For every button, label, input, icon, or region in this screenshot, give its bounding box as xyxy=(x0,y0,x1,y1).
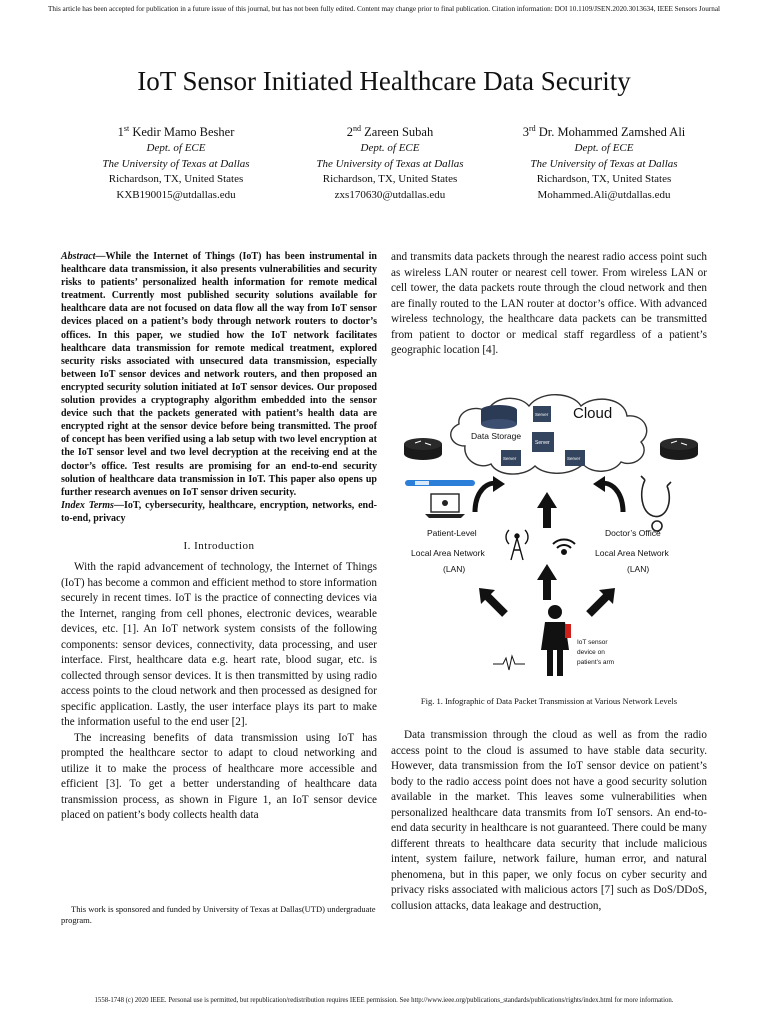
figure-caption: Fig. 1. Infographic of Data Packet Transmission at Various Network Levels xyxy=(420,696,678,706)
author-email: KXB190015@utdallas.edu xyxy=(116,188,236,201)
author-name: 1st Kedir Mamo Besher xyxy=(117,124,235,140)
author-3 xyxy=(498,120,710,203)
diagonal-arrow-left xyxy=(479,588,505,614)
sensor-label: IoT sensor xyxy=(577,639,608,646)
section-heading: I. Introduction xyxy=(183,539,255,552)
svg-text:Server: Server xyxy=(535,412,549,417)
thermometer-icon xyxy=(405,480,475,486)
router-icon-right xyxy=(660,438,698,460)
author-2 xyxy=(284,120,496,203)
patient-level-label: Patient-Level xyxy=(427,528,477,538)
author-location: Richardson, TX, United States xyxy=(108,173,244,186)
left-column xyxy=(61,250,377,824)
ecg-line-icon xyxy=(493,656,525,670)
author-university: The University of Texas at Dallas xyxy=(102,157,250,170)
lan-left-label: Local Area Network xyxy=(411,548,485,558)
author-block xyxy=(70,120,710,203)
paper-title: IoT Sensor Initiated Healthcare Data Security xyxy=(137,66,631,96)
right-paragraph-continued: and transmits data packets through the nearest radio access point such as wireless LAN router or nearest cell tower. From wireless LAN or cell tower, the data packets route through the cloud network and then are finally routed to the LAN router at doctor’s office. With advanced wireless technology, the healthcare data packets can be transmitted from patient to doctor or medical staff regardless of a patient’s geographic location [4]. xyxy=(391,251,707,356)
svg-text:Server: Server xyxy=(567,456,581,461)
abstract-lead: Abstract xyxy=(61,251,96,262)
footnote: This work is sponsored and funded by University of Texas at Dallas(UTD) undergraduate program. xyxy=(61,904,376,925)
right-paragraph-2: Data transmission through the cloud as well as from the radio access point to the cloud is assumed to have stable data security. However, data transmission from the IoT sensor device on patient’s body to the radio access point does not have a good security solution available in the market. This leaves some vulnerabilities when personalized healthcare data transmits from IoT sensors. An end-to-end data security in healthcare is not guaranteed. There could be many different threats to healthcare data security that include malicious intent, system failure, network failure, human error, and natural phenomena, but in this paper, we only focus on cyber security and privacy risks associated with malicious actors [7] such as DoS/DDoS, collusion attacks, data leakage and destruction, xyxy=(391,729,707,912)
server-icon xyxy=(501,450,521,466)
index-terms xyxy=(61,499,377,525)
index-terms-lead: Index Terms xyxy=(61,499,114,511)
wifi-icon xyxy=(553,540,575,555)
up-arrow xyxy=(537,564,557,600)
data-storage-label: Data Storage xyxy=(471,431,522,441)
index-terms-text: —IoT, cybersecurity, healthcare, encryption, networks, end-to-end, privacy xyxy=(61,499,377,524)
abstract-text: —While the Internet of Things (IoT) has been instrumental in healthcare data transmission, it also presents vulnerabilities and security risks to patients’ personalized health information for remote medical treatment. Currently most published security solutions available for healthcare data are not focused on data flow all the way from IoT sensor devices placed on a patient’s body through network routers to doctor’s offices. In this paper, we studied how the IoT network facilitates healthcare data transmission for remote medical treatment, explored security risks associated with unsecured data transmission, especially between IoT sensor devices and network routers, and then proposed an encrypted security solution initiated at IoT sensor devices. Our proposed solution provides a cryptography algorithm embedded into the sensor device such that the packets generated with patient’s health data are encrypted right at the sensor device before being transmitted. The proof of concept has been verified using a lab setup with two level encryption at the IoT sensor level and two level decryption at the receiving end at the doctor’s office. Test results are promising for an end-to-end security solution of healthcare data transmission in IoT. This paper also opens up further research avenues on IoT sensor driven security. xyxy=(61,251,377,498)
author-dept: Dept. of ECE xyxy=(146,142,206,155)
figure-1 xyxy=(395,388,707,686)
author-location: Richardson, TX, United States xyxy=(536,173,672,186)
abstract xyxy=(61,250,377,499)
doctors-office-label: Doctor’s Office xyxy=(605,528,661,538)
server-icon xyxy=(533,406,551,422)
intro-paragraph-2: The increasing benefits of data transmission using IoT has prompted the healthcare sector to adapt to cloud networking and utilize it to make the process of healthcare more accessible and efficient [3]. To get a better understanding of healthcare data transmission process, as shown in Figure 1, an IoT sensor device placed on patient’s body collects health data xyxy=(61,731,377,822)
author-name: 3rd Dr. Mohammed Zamshed Ali xyxy=(522,124,686,140)
author-1 xyxy=(70,120,282,203)
author-email: Mohammed.Ali@utdallas.edu xyxy=(537,188,671,201)
server-icon xyxy=(565,450,585,466)
journal-header-note: This article has been accepted for publication in a future issue of this journal, but has not been fully edited. Content may change prior to final publication. Citation information: DOI 10.1109/JSEN.2020.3013634, IEEE Sensors Journal xyxy=(47,5,721,13)
author-dept: Dept. of ECE xyxy=(360,142,420,155)
router-icon-left xyxy=(404,438,442,460)
author-university: The University of Texas at Dallas xyxy=(316,157,464,170)
svg-text:Server: Server xyxy=(535,440,550,446)
lan-right-label: Local Area Network xyxy=(595,548,669,558)
sensor-label: patient’s arm xyxy=(577,659,615,666)
data-storage-icon xyxy=(481,405,517,429)
up-arrow xyxy=(537,492,557,528)
intro-paragraph-1: With the rapid advancement of technology, the Internet of Things (IoT) has become a common and efficient method to store information securely in recent times. IoT is the practice of connecting devices via the Internet, ranging from cell phones, electronic devices, wearable devices, etc. [1]. An IoT network system consists of the following components: sensor devices, connectivity, data processing, and user interface. First, healthcare data e.g. heart rate, blood sugar, etc. is collected through sensor devices. It is then transmitted by using radio access points to the cloud network and then processed as designed for specific application. Lastly, the user interface plays its part to make the information useful to the end user [2]. xyxy=(61,561,377,729)
cloud-label: Cloud xyxy=(573,405,613,422)
arrowhead xyxy=(493,476,505,492)
author-dept: Dept. of ECE xyxy=(574,142,634,155)
diagonal-arrow-right xyxy=(589,588,615,614)
copyright-note: 1558-1748 (c) 2020 IEEE. Personal use is permitted, but republication/redistribution requires IEEE permission. See http://www.ieee.org/publications_standards/publications/rights/index.html for more information. xyxy=(94,997,674,1004)
cell-tower-icon xyxy=(506,530,528,560)
lan-left-label: (LAN) xyxy=(443,564,466,574)
svg-text:Server: Server xyxy=(503,456,517,461)
server-icon xyxy=(532,432,554,452)
author-name: 2nd Zareen Subah xyxy=(346,124,434,140)
laptop-icon xyxy=(425,494,465,518)
author-university: The University of Texas at Dallas xyxy=(530,157,678,170)
right-column-top xyxy=(391,250,707,359)
author-email: zxs170630@utdallas.edu xyxy=(334,188,446,201)
author-location: Richardson, TX, United States xyxy=(322,173,458,186)
stethoscope-icon xyxy=(641,476,671,531)
sensor-label: device on xyxy=(577,649,605,656)
patient-figure-icon xyxy=(541,605,571,676)
arrowhead xyxy=(593,476,605,492)
lan-right-label: (LAN) xyxy=(627,564,650,574)
network-infographic xyxy=(395,388,707,686)
